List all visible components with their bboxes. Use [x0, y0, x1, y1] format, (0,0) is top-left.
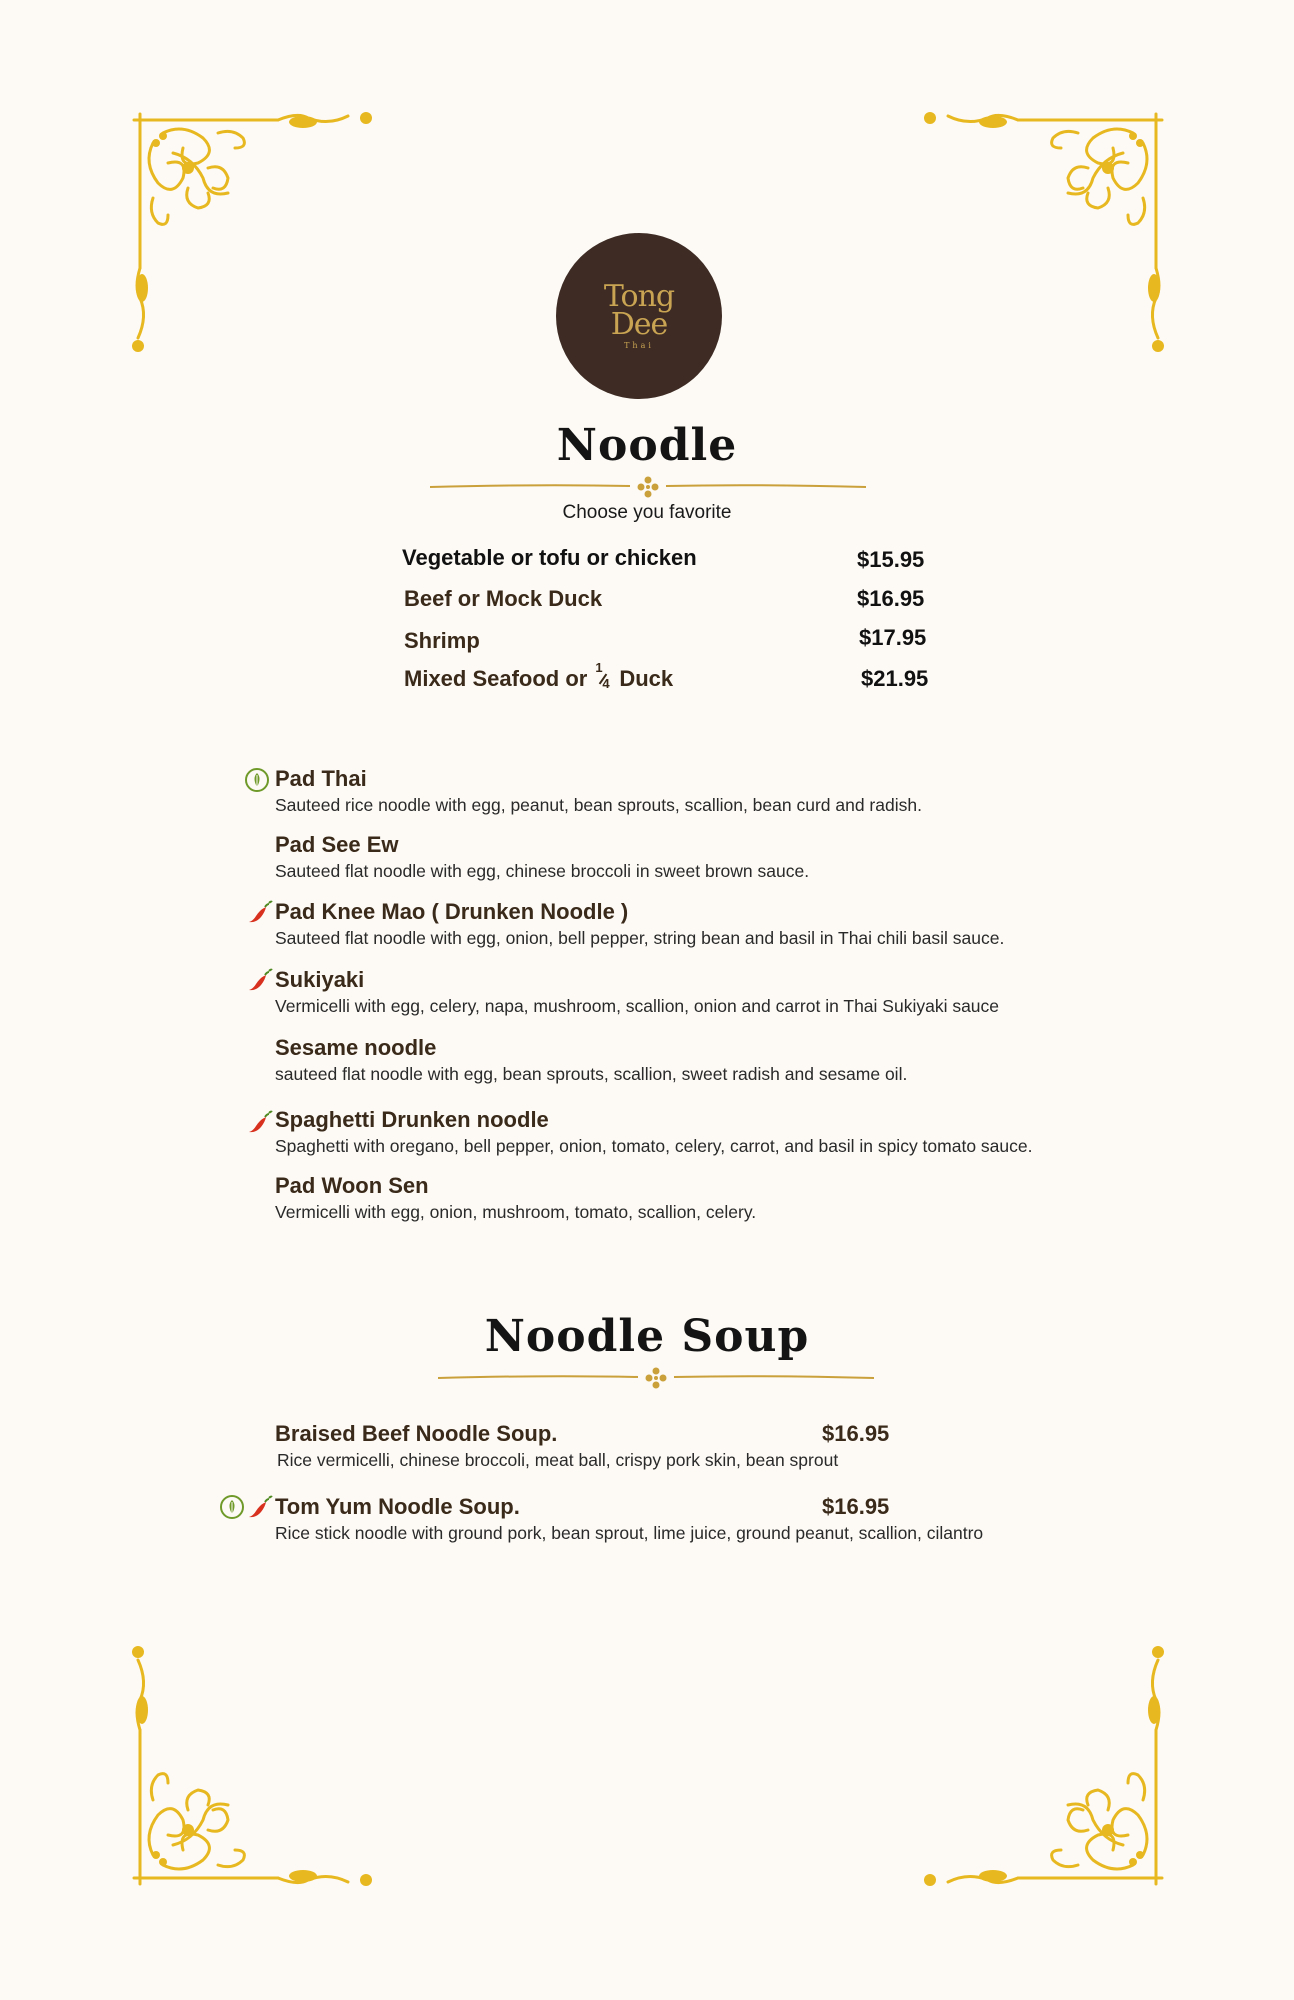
menu-item-name: Sukiyaki [275, 967, 365, 992]
price-option-row [0, 586, 1294, 616]
logo-text-line1: Tong [603, 278, 675, 314]
chili-icon [247, 899, 273, 925]
price-option-price: $16.95 [857, 586, 925, 611]
chili-icon [247, 1109, 273, 1135]
price-option-name: Shrimp [404, 628, 480, 653]
menu-item-name: Pad Thai [275, 766, 367, 791]
menu-item-description: Sauteed flat noodle with egg, chinese broccoli in sweet brown sauce. [275, 861, 810, 881]
menu-item [275, 1035, 1175, 1085]
ornament-icon [128, 1640, 378, 1890]
menu-item-description: Sauteed rice noodle with egg, peanut, bean sprouts, scallion, bean curd and radish. [275, 795, 922, 815]
vegetarian-icon [219, 1494, 245, 1520]
ornamental-divider [430, 476, 866, 498]
price-option-row [0, 660, 1294, 700]
section-subtitle: Choose you favorite [562, 502, 732, 523]
corner-ornament-top-right [918, 108, 1168, 358]
price-option-price: $21.95 [861, 666, 929, 691]
menu-item-description: Rice stick noodle with ground pork, bean sprout, lime juice, ground peanut, scallion, cilantro [275, 1523, 984, 1543]
price-option-price: $17.95 [859, 625, 927, 650]
menu-item [275, 1421, 1175, 1471]
restaurant-logo [556, 233, 722, 399]
price-option-price: $15.95 [857, 547, 925, 572]
menu-item [275, 967, 1175, 1017]
ornament-icon [918, 108, 1168, 358]
menu-item [275, 1494, 1175, 1544]
menu-item [275, 1107, 1175, 1157]
menu-item-description: Rice vermicelli, chinese broccoli, meat ball, crispy pork skin, bean sprout [277, 1450, 839, 1470]
price-option-name: Mixed Seafood or 1 4 Duck [404, 660, 674, 691]
menu-item-price: $16.95 [822, 1421, 890, 1446]
menu-item-description: sauteed flat noodle with egg, bean sprouts, scallion, sweet radish and sesame oil. [275, 1064, 908, 1084]
price-option-name: Beef or Mock Duck [404, 586, 603, 611]
logo-text-line2: Dee [610, 306, 668, 342]
price-option-name: Vegetable or tofu or chicken [402, 545, 697, 570]
menu-item-description: Spaghetti with oregano, bell pepper, onion, tomato, celery, carrot, and basil in spicy tomato sauce. [275, 1136, 1033, 1156]
corner-ornament-bottom-left [128, 1640, 378, 1890]
menu-item-name: Tom Yum Noodle Soup. [275, 1494, 520, 1519]
menu-item-name: Sesame noodle [275, 1035, 437, 1060]
logo-text-line3: Thai [624, 340, 654, 350]
corner-ornament-top-left [128, 108, 378, 358]
menu-item-name: Pad Woon Sen [275, 1173, 429, 1198]
divider-icon [430, 476, 866, 498]
chili-icon [247, 1494, 273, 1520]
menu-item-description: Vermicelli with egg, onion, mushroom, tomato, scallion, celery. [275, 1202, 757, 1222]
menu-item-description: Sauteed flat noodle with egg, onion, bell pepper, string bean and basil in Thai chili basil sauce. [275, 928, 1005, 948]
menu-item-price: $16.95 [822, 1494, 890, 1519]
section-title-noodle-soup: Noodle Soup [484, 1311, 810, 1362]
price-option-row [0, 545, 1294, 575]
ornament-icon [128, 108, 378, 358]
price-option-row [0, 625, 1294, 658]
menu-item-name: Pad See Ew [275, 832, 399, 857]
ornamental-divider [438, 1367, 874, 1389]
vegetarian-icon [244, 767, 270, 793]
section-title-noodle: Noodle [556, 420, 738, 471]
menu-item [275, 832, 1175, 882]
menu-item [275, 1173, 1175, 1223]
divider-icon [438, 1367, 874, 1389]
menu-item [275, 766, 1175, 816]
menu-item [275, 899, 1175, 949]
menu-item-name: Pad Knee Mao ( Drunken Noodle ) [275, 899, 629, 924]
chili-icon [247, 967, 273, 993]
menu-item-description: Vermicelli with egg, celery, napa, mushroom, scallion, onion and carrot in Thai Sukiyaki sauce [275, 996, 1000, 1016]
corner-ornament-bottom-right [918, 1640, 1168, 1890]
fraction-quarter: 1 4 [595, 660, 610, 691]
menu-item-name: Braised Beef Noodle Soup. [275, 1421, 558, 1446]
ornament-icon [918, 1640, 1168, 1890]
menu-item-name: Spaghetti Drunken noodle [275, 1107, 549, 1132]
